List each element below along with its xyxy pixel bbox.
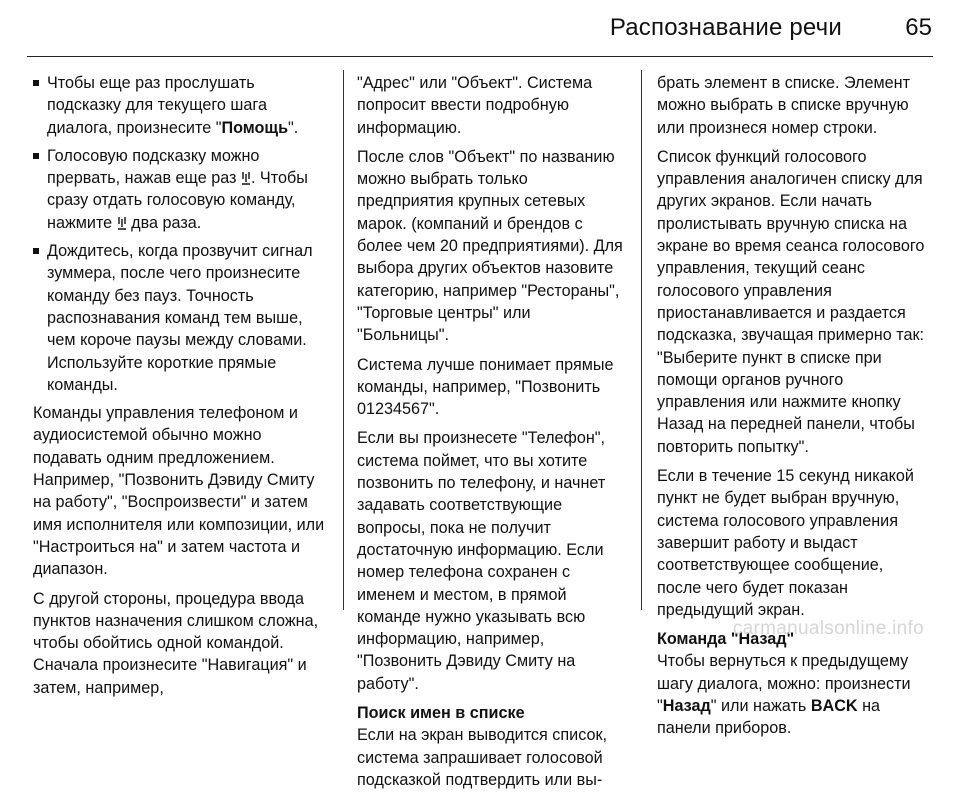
page-number: 65 — [905, 14, 932, 41]
list-item — [33, 72, 329, 139]
watermark: carmanualsonline.info — [732, 618, 924, 639]
section-heading: Команда "Назад" — [657, 630, 795, 649]
paragraph-text: на панели приборов. — [657, 697, 881, 738]
header-divider — [27, 56, 933, 57]
paragraph — [657, 650, 931, 739]
list-item-text: ". — [288, 118, 299, 137]
section-heading: Поиск имен в списке — [357, 704, 525, 723]
paragraph: Если на экран выводится список, система запрашивает голосовой подсказкой подтвердить или вы- — [357, 726, 608, 789]
voice-command-icon — [241, 171, 251, 185]
paragraph: Система лучше понимает прямые команды, например, "Позвонить 01234567". — [357, 355, 614, 419]
paragraph: "Адрес" или "Объект". Система попросит ввести подробную информацию. — [357, 74, 593, 137]
paragraph: Если в течение 15 секунд никакой пункт не будет выбран вручную, система голосового управления завершит работу и выдаст соответствующее сообщение, после чего будет показан предыдущий экран. — [657, 467, 914, 619]
list-item — [33, 240, 329, 396]
list-item-text: . Чтобы сразу отдать голосовую команду, нажмите — [47, 169, 308, 232]
paragraph: После слов "Объект" по названию можно выбрать только предприятия крупных сетевых марок. (компаний и брендов с более чем 20 предприятиями). Для выбора других объектов назовите категорию, например "Рестораны", "Торговые центры" или "Больницы". — [357, 147, 623, 345]
paragraph: С другой стороны, процедура ввода пунктов назначения слишком сложна, чтобы обойтись одной командой. Сначала произнесите "Навигация" и затем, например, — [33, 589, 319, 697]
keyword-help: Помощь — [221, 118, 289, 137]
column-right — [657, 72, 931, 747]
column-divider — [641, 70, 642, 610]
bullet-list — [33, 72, 329, 396]
bullet-icon — [33, 80, 39, 86]
list-item-text: Голосовую подсказку можно прервать, нажав еще раз — [47, 146, 260, 188]
column-divider — [343, 70, 344, 610]
list-item — [33, 145, 329, 234]
page-header — [0, 0, 960, 60]
paragraph-text: " или нажать — [710, 697, 811, 716]
list-item-text: два раза. — [126, 213, 202, 232]
page-title: Распознавание речи — [609, 14, 842, 41]
list-item-text: Дождитесь, когда прозвучит сигнал зуммера, после чего произнесите команду без пауз. Точность распознавания команд тем выше, чем короче паузы между словами. Используйте короткие прямые команды. — [47, 242, 313, 394]
column-left — [33, 72, 329, 706]
paragraph: Если вы произнесете "Телефон", система поймет, что вы хотите позвонить по телефону, и начнет задавать соответствующие вопросы, пока не получит достаточную информацию. Если номер телефона сохранен с именем и местом, в прямой команде нужно указывать всю информацию, например, "Позвонить Дэвиду Смиту на работу". — [357, 429, 606, 693]
voice-command-icon — [117, 216, 127, 230]
paragraph: Список функций голосового управления аналогичен списку для других экранов. Если начать пролистывать вручную списка на экране во время сеанса голосового управления, текущий сеанс голосового управления приостанавливается и раздается подсказка, звучащая примерно так: "Выберите пункт в списке при помощи органов ручного управления или нажмите кнопку Назад на передней панели, чтобы повторить попытку". — [657, 147, 925, 456]
paragraph: брать элемент в списке. Элемент можно выбрать в списке вручную или произнеся номер строки. — [657, 74, 910, 137]
bullet-icon — [33, 153, 39, 159]
keyword-back-button: BACK — [810, 697, 858, 716]
column-middle — [357, 72, 627, 798]
bullet-icon — [33, 248, 39, 254]
list-item-text: Чтобы еще раз прослушать подсказку для текущего шага диалога, произнесите " — [47, 74, 267, 137]
paragraph: Команды управления телефоном и аудиосистемой обычно можно подавать одним предложением. Например, "Позвонить Дэвиду Смиту на работу", "Воспроизвести" и затем имя исполнителя или композиции, или "Настроиться на" и затем частота и диапазон. — [33, 404, 325, 579]
paragraph-text: Чтобы вернуться к предыдущему шагу диалога, можно: произнести " — [657, 652, 911, 716]
keyword-back: Назад — [662, 697, 711, 716]
